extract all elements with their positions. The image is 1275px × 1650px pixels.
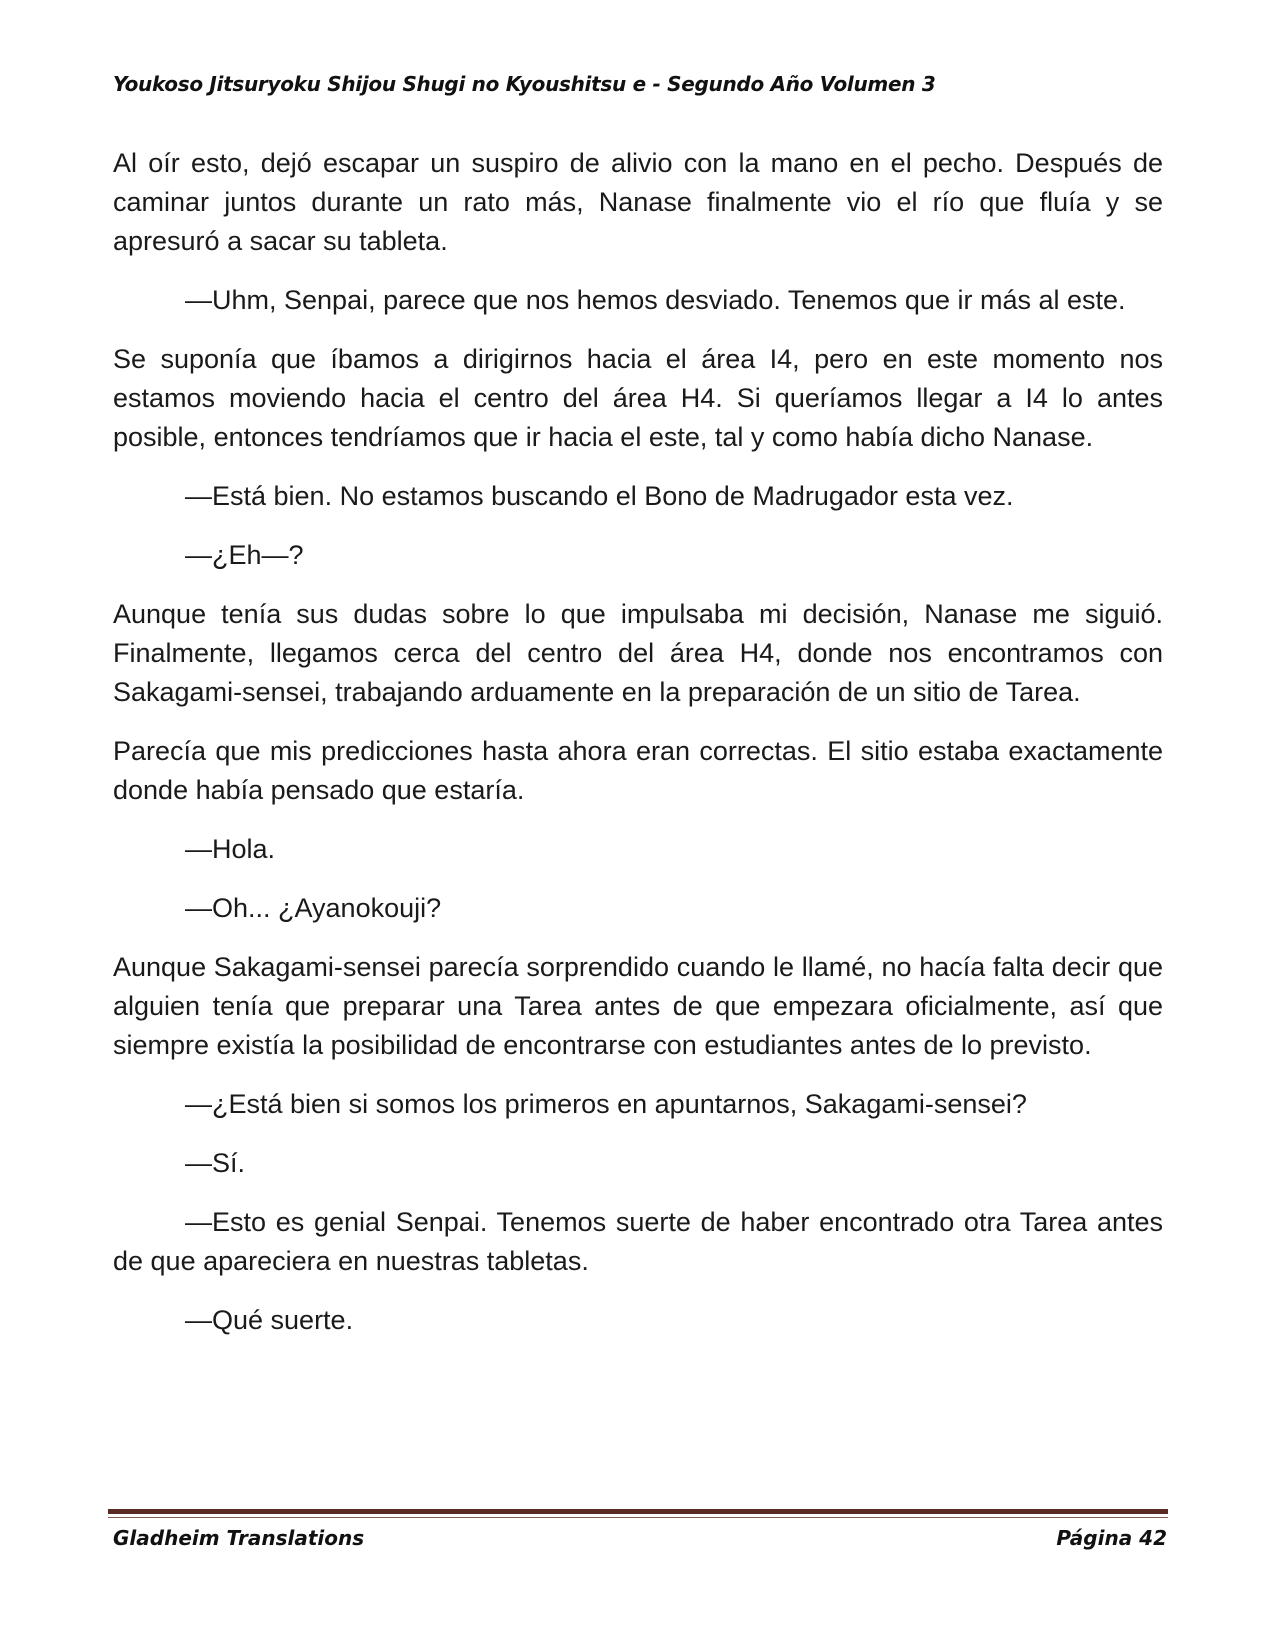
dialog-line: —Sí.	[185, 1148, 246, 1178]
footer-credit: Gladheim Translations	[113, 1526, 365, 1550]
dialog-line: —Oh... ¿Ayanokouji?	[185, 893, 442, 923]
paragraph: Aunque tenía sus dudas sobre lo que impulsaba mi decisión, Nanase me siguió. Finalmente, llegamos cerca del centro del área H4, donde nos encontramos con Sakagami-sensei, trabajando arduamente en la preparación de un sitio de Tarea.	[113, 599, 1163, 707]
paragraph: Aunque Sakagami-sensei parecía sorprendido cuando le llamé, no hacía falta decir que alguien tenía que preparar una Tarea antes de que empezara oficialmente, así que siempre existía la posibilidad de encontrarse con estudiantes antes de lo previsto.	[113, 952, 1163, 1060]
running-header: Youkoso Jitsuryoku Shijou Shugi no Kyoushitsu e - Segundo Año Volumen 3	[113, 72, 936, 96]
dialog-line: —Hola.	[185, 834, 276, 864]
body-text	[113, 144, 1163, 1360]
dialog-line: —Esto es genial Senpai. Tenemos suerte de haber encontrado otra Tarea antes de que apareciera en nuestras tabletas.	[113, 1207, 1163, 1276]
dialog-line: —Qué suerte.	[185, 1305, 354, 1335]
footer-divider	[108, 1509, 1168, 1514]
paragraph: Al oír esto, dejó escapar un suspiro de alivio con la mano en el pecho. Después de caminar juntos durante un rato más, Nanase finalmente vio el río que fluía y se apresuró a sacar su tableta.	[113, 148, 1163, 256]
dialog-line: —Uhm, Senpai, parece que nos hemos desviado. Tenemos que ir más al este.	[185, 285, 1126, 315]
paragraph: Parecía que mis predicciones hasta ahora eran correctas. El sitio estaba exactamente donde había pensado que estaría.	[113, 736, 1163, 805]
page-number: Página 42	[1056, 1526, 1167, 1550]
paragraph: Se suponía que íbamos a dirigirnos hacia el área I4, pero en este momento nos estamos moviendo hacia el centro del área H4. Si queríamos llegar a I4 lo antes posible, entonces tendríamos que ir hacia el este, tal y como había dicho Nanase.	[113, 344, 1163, 452]
footer-divider-thin	[108, 1517, 1168, 1518]
dialog-line: —¿Está bien si somos los primeros en apuntarnos, Sakagami-sensei?	[185, 1089, 1027, 1119]
dialog-line: —¿Eh—?	[185, 540, 304, 570]
dialog-line: —Está bien. No estamos buscando el Bono de Madrugador esta vez.	[185, 481, 1014, 511]
